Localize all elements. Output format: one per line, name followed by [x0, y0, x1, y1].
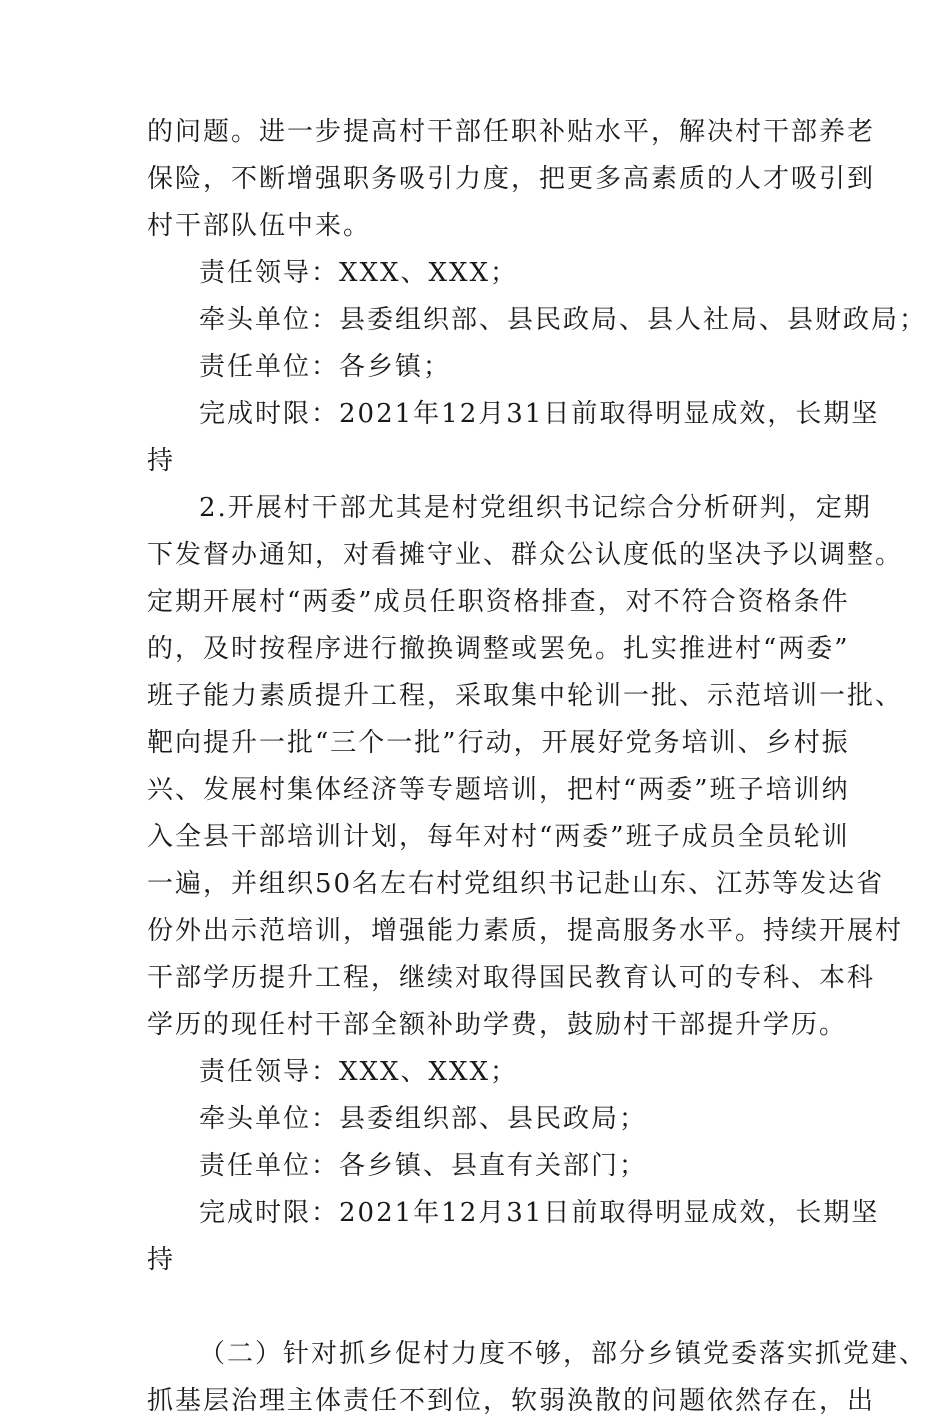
paragraph-line: 2.开展村干部尤其是村党组织书记综合分析研判，定期	[199, 493, 872, 523]
paragraph-line: 保险，不断增强职务吸引力度，把更多高素质的人才吸引到	[147, 164, 876, 194]
paragraph-line: 入全县干部培训计划，每年对村“两委”班子成员全员轮训	[147, 822, 850, 852]
paragraph-line: 抓基层治理主体责任不到位，软弱涣散的问题依然存在，出	[147, 1386, 876, 1416]
paragraph-line: 干部学历提升工程，继续对取得国民教育认可的专科、本科	[147, 963, 876, 993]
lead-unit: 牵头单位：县委组织部、县民政局；	[199, 1104, 648, 1134]
paragraph-line: 定期开展村“两委”成员任职资格排查，对不符合资格条件	[147, 587, 850, 617]
document-page	[147, 109, 928, 1425]
deadline-continued: 持	[147, 446, 176, 476]
paragraph-line: 兴、发展村集体经济等专题培训，把村“两委”班子培训纳	[147, 775, 850, 805]
responsible-unit: 责任单位：各乡镇；	[199, 352, 452, 382]
lead-unit: 牵头单位：县委组织部、县民政局、县人社局、县财政局；	[199, 305, 928, 335]
deadline: 完成时限：2021年12月31日前取得明显成效，长期坚	[199, 1198, 880, 1228]
responsible-unit: 责任单位：各乡镇、县直有关部门；	[199, 1151, 648, 1181]
paragraph-line: 班子能力素质提升工程，采取集中轮训一批、示范培训一批、	[147, 681, 904, 711]
paragraph-line: 一遍，并组织50名左右村党组织书记赴山东、江苏等发达省	[147, 869, 885, 899]
deadline-continued: 持	[147, 1245, 176, 1275]
paragraph-line: 下发督办通知，对看摊守业、群众公认度低的坚决予以调整。	[147, 540, 904, 570]
paragraph-line: 份外出示范培训，增强能力素质，提高服务水平。持续开展村	[147, 916, 904, 946]
paragraph-line: 靶向提升一批“三个一批”行动，开展好党务培训、乡村振	[147, 728, 850, 758]
paragraph-line: 学历的现任村干部全额补助学费，鼓励村干部提升学历。	[147, 1010, 848, 1040]
responsible-leader: 责任领导：XXX、XXX；	[199, 258, 519, 288]
responsible-leader: 责任领导：XXX、XXX；	[199, 1057, 519, 1087]
paragraph-line: 的问题。进一步提高村干部任职补贴水平，解决村干部养老	[147, 117, 876, 147]
paragraph-line: 的，及时按程序进行撤换调整或罢免。扎实推进村“两委”	[147, 634, 850, 664]
deadline: 完成时限：2021年12月31日前取得明显成效，长期坚	[199, 399, 880, 429]
section-heading-line: （二）针对抓乡促村力度不够，部分乡镇党委落实抓党建、	[199, 1339, 928, 1369]
paragraph-line: 村干部队伍中来。	[147, 211, 372, 241]
paragraph-spacer	[147, 1284, 807, 1331]
